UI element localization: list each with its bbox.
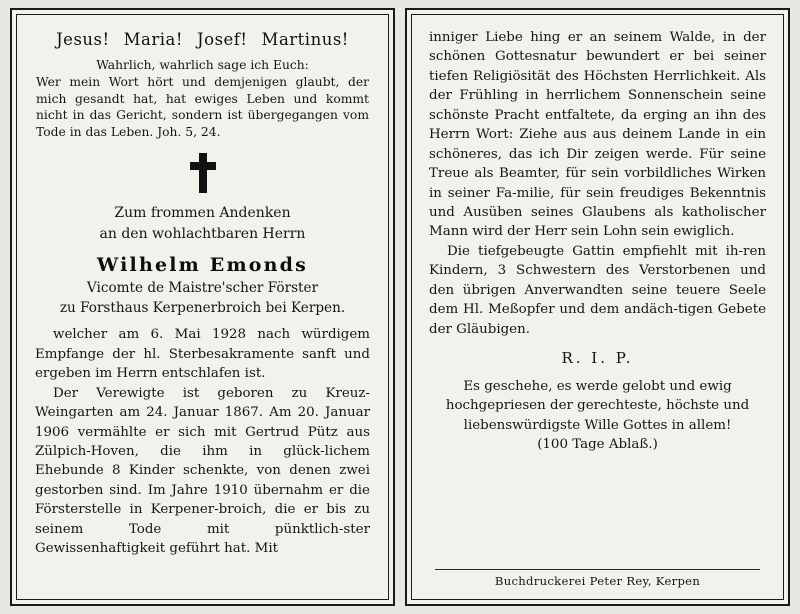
cross-horizontal-bar xyxy=(190,162,216,170)
role-line-1: Vicomte de Maistre'scher Förster xyxy=(86,279,319,296)
deceased-role xyxy=(34,279,371,318)
memorial-card-left xyxy=(10,8,395,606)
cross-vertical-bar xyxy=(199,153,207,193)
scripture-heading: Wahrlich, wahrlich sage ich Euch: xyxy=(96,58,309,72)
left-biography xyxy=(35,325,370,590)
left-paragraph-2: Der Verewigte ist geboren zu Kreuz-Weingarten am 24. Januar 1867. Am 20. Januar 1906 vermählte er sich mit Gertrud Pütz aus Zülpich-Hoven, die ihm in glück-lichem Ehebunde 8 Kinder schenkte, von denen zwei gestorben sind. Im Jahre 1910 übernahm er die Försterstelle in Kerpener-broich, die er bis zu seinem Tode mit pünktlich-ster Gewissenhaftigkeit geführt hat. Mit xyxy=(35,385,370,557)
indulgence-note: (100 Tage Ablaß.) xyxy=(537,437,658,453)
printer-imprint: Buchdruckerei Peter Rey, Kerpen xyxy=(435,569,760,588)
invocation-maria: Maria! xyxy=(123,30,184,49)
scripture-body: Wer mein Wort hört und demjenigen glaubt, der mich gesandt hat, hat ewiges Leben und kommt nicht in das Gericht, sondern ist übergegangen vom Tode in das Leben. Joh. 5, 24. xyxy=(36,75,369,139)
right-paragraph-2: Die tiefgebeugte Gattin empfiehlt mit ih-ren Kindern, 3 Schwestern des Verstorbenen und den übrigen Anverwandten seine teuere Seele dem Hl. Meßopfer und dem andäch-tigen Gebete der Gläubigen. xyxy=(429,243,766,337)
rip-abbreviation: R. I. P. xyxy=(561,349,634,367)
invocation-josef: Josef! xyxy=(197,30,248,49)
invocation-martinus: Martinus! xyxy=(261,30,349,49)
invocation-jesus: Jesus! xyxy=(56,30,110,49)
memorial-card-right xyxy=(405,8,790,606)
deceased-name: Wilhelm Emonds xyxy=(96,253,309,276)
invocation-line xyxy=(34,30,371,49)
right-biography xyxy=(429,28,766,339)
right-spacer xyxy=(429,452,766,569)
dedication-line-2: an den wohlachtbaren Herrn xyxy=(99,225,306,242)
left-card-content xyxy=(28,24,377,594)
cross-decoration xyxy=(34,153,371,197)
latin-cross-icon xyxy=(190,153,216,193)
right-card-content xyxy=(423,24,772,594)
closing-prayer: Es geschehe, es werde gelobt und ewig hochgepriesen der gerechteste, höchste und liebenswürdigste Wille Gottes in allem! xyxy=(445,379,750,433)
role-line-2: zu Forsthaus Kerpenerbroich bei Kerpen. xyxy=(59,299,346,316)
scripture-block xyxy=(36,57,369,140)
left-paragraph-1: welcher am 6. Mai 1928 nach würdigem Empfange der hl. Sterbesakramente sanft und ergeben im Herrn entschlafen ist. xyxy=(35,327,370,382)
right-paragraph-1: inniger Liebe hing er an seinem Walde, in der schönen Gottesnatur bewundert er bei seiner tiefen Religiösität des Höchsten Herrlichkeit. Als der Frühling in herrlichem Sonnenschein seine schönste Pracht entfaltete, da erging an ihn des Herrn Wort: Ziehe aus aus deinem Lande in ein schöneres, das ich Dir zeigen werde. Für seine Treue als Beamter, für sein vorbildliches Wirken in seiner Fa-milie, für sein freudiges Bekenntnis und Ausüben seines Glaubens als katholischer Mann wird der Herr sein Lohn sein ewiglich. xyxy=(429,30,766,240)
dedication-block xyxy=(34,203,371,244)
dedication-line-1: Zum frommen Andenken xyxy=(114,205,291,222)
